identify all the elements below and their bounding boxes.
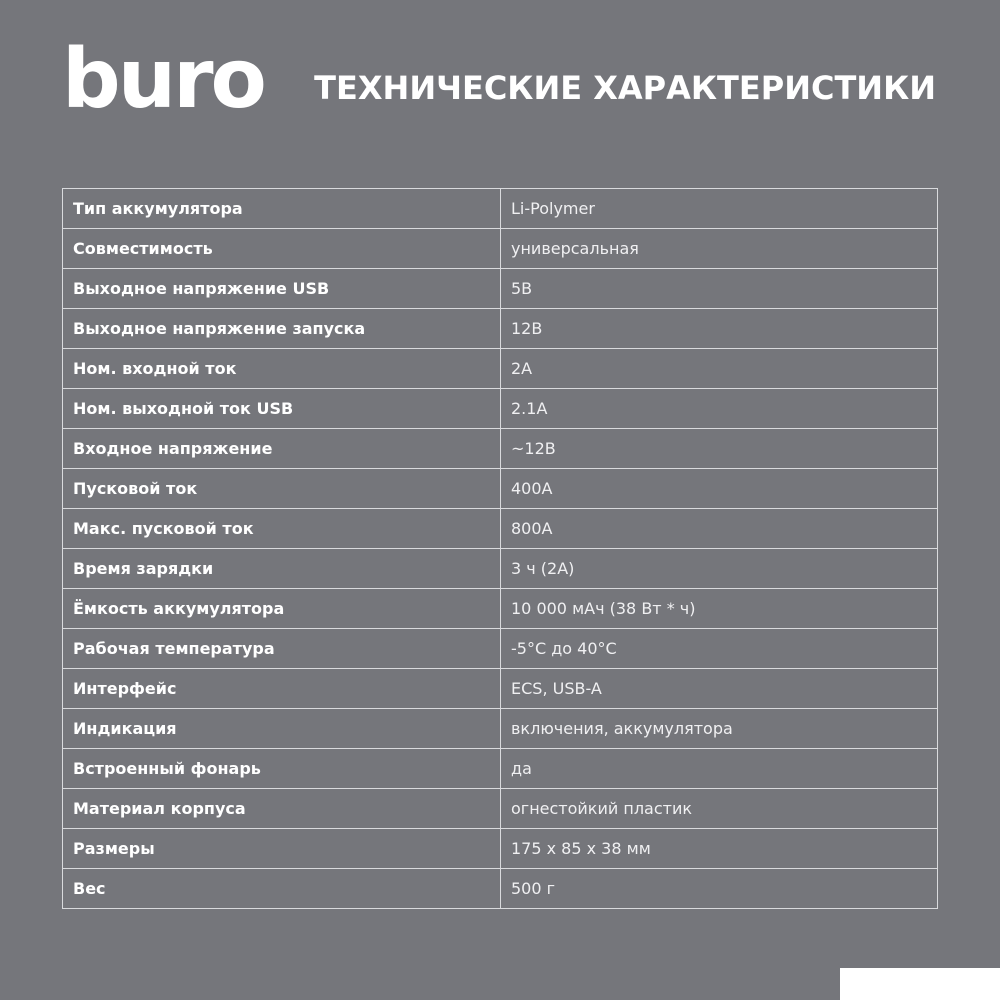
spec-value: ECS, USB-A xyxy=(501,669,938,709)
spec-value: 5В xyxy=(501,269,938,309)
specs-table xyxy=(62,188,938,909)
spec-label: Входное напряжение xyxy=(63,429,501,469)
table-row xyxy=(63,789,938,829)
table-row xyxy=(63,829,938,869)
spec-label: Ном. выходной ток USB xyxy=(63,389,501,429)
table-row xyxy=(63,469,938,509)
spec-value: 800А xyxy=(501,509,938,549)
table-row xyxy=(63,189,938,229)
spec-value: 10 000 мАч (38 Вт * ч) xyxy=(501,589,938,629)
brand-logo: buro xyxy=(62,32,264,127)
corner-white-block xyxy=(840,968,1000,1000)
spec-value: 3 ч (2А) xyxy=(501,549,938,589)
spec-value: универсальная xyxy=(501,229,938,269)
spec-value: Li-Polymer xyxy=(501,189,938,229)
table-row xyxy=(63,549,938,589)
table-row xyxy=(63,429,938,469)
table-row xyxy=(63,709,938,749)
spec-label: Встроенный фонарь xyxy=(63,749,501,789)
table-row xyxy=(63,349,938,389)
table-row xyxy=(63,269,938,309)
spec-value: да xyxy=(501,749,938,789)
spec-label: Выходное напряжение запуска xyxy=(63,309,501,349)
spec-label: Время зарядки xyxy=(63,549,501,589)
spec-value: -5°С до 40°С xyxy=(501,629,938,669)
table-row xyxy=(63,589,938,629)
spec-value: 2А xyxy=(501,349,938,389)
spec-label: Материал корпуса xyxy=(63,789,501,829)
spec-label: Макс. пусковой ток xyxy=(63,509,501,549)
spec-label: Совместимость xyxy=(63,229,501,269)
spec-label: Рабочая температура xyxy=(63,629,501,669)
table-row xyxy=(63,749,938,789)
spec-value: 12В xyxy=(501,309,938,349)
spec-label: Ёмкость аккумулятора xyxy=(63,589,501,629)
spec-value: 500 г xyxy=(501,869,938,909)
specs-table-body xyxy=(63,189,938,909)
spec-value: ~12В xyxy=(501,429,938,469)
page-title: ТЕХНИЧЕСКИЕ ХАРАКТЕРИСТИКИ xyxy=(314,69,936,107)
spec-value: огнестойкий пластик xyxy=(501,789,938,829)
table-row xyxy=(63,629,938,669)
spec-label: Размеры xyxy=(63,829,501,869)
spec-label: Тип аккумулятора xyxy=(63,189,501,229)
spec-label: Выходное напряжение USB xyxy=(63,269,501,309)
table-row xyxy=(63,869,938,909)
table-row xyxy=(63,389,938,429)
spec-label: Индикация xyxy=(63,709,501,749)
spec-value: 175 х 85 х 38 мм xyxy=(501,829,938,869)
spec-label: Интерфейс xyxy=(63,669,501,709)
spec-label: Вес xyxy=(63,869,501,909)
spec-label: Ном. входной ток xyxy=(63,349,501,389)
spec-label: Пусковой ток xyxy=(63,469,501,509)
table-row xyxy=(63,509,938,549)
table-row xyxy=(63,309,938,349)
table-row xyxy=(63,669,938,709)
spec-value: 2.1А xyxy=(501,389,938,429)
spec-value: включения, аккумулятора xyxy=(501,709,938,749)
table-row xyxy=(63,229,938,269)
spec-value: 400А xyxy=(501,469,938,509)
